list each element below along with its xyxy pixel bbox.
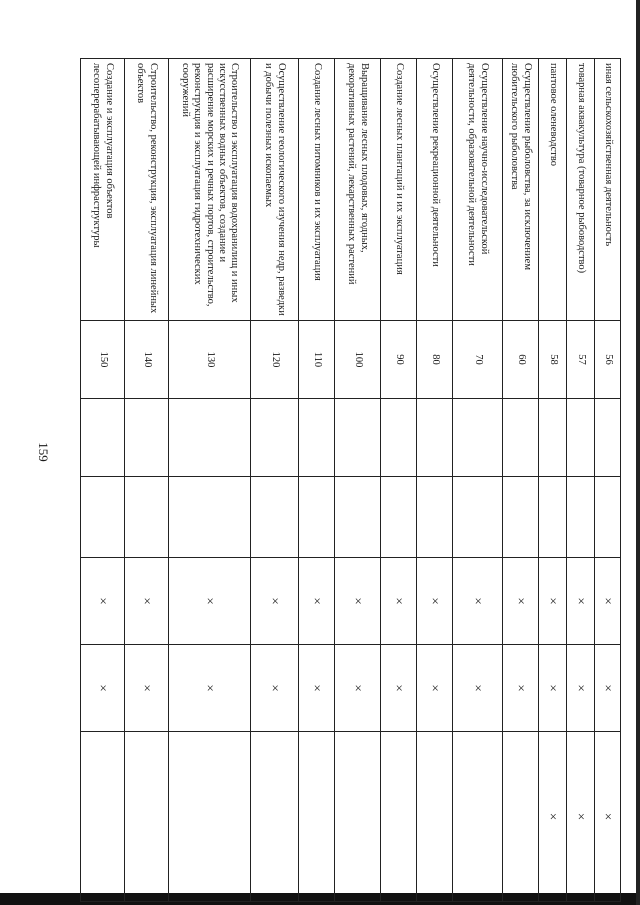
cell-col3: × bbox=[453, 558, 503, 645]
cell-col4: × bbox=[299, 645, 335, 732]
cell-col4: × bbox=[251, 645, 299, 732]
activity-code: 130 bbox=[169, 321, 251, 399]
activity-code: 80 bbox=[417, 321, 453, 399]
table-row bbox=[453, 59, 503, 902]
cell-col2 bbox=[453, 477, 503, 558]
activity-name: иная сельскохозяйственная деятельность bbox=[595, 59, 621, 321]
cell-col1 bbox=[125, 399, 169, 477]
cell-col3: × bbox=[299, 558, 335, 645]
activity-name: Создание лесных питомников и их эксплуатация bbox=[299, 59, 335, 321]
activity-name: пантовое оленеводство bbox=[539, 59, 567, 321]
cell-col5 bbox=[169, 732, 251, 902]
cell-col3: × bbox=[381, 558, 417, 645]
rotated-table-wrapper bbox=[81, 58, 621, 901]
cell-col5 bbox=[125, 732, 169, 902]
activity-name: Осуществление геологического изучения недр, разведки и добычи полезных ископаемых bbox=[251, 59, 299, 321]
cell-col3: × bbox=[125, 558, 169, 645]
cell-col5 bbox=[503, 732, 539, 902]
cell-col2 bbox=[539, 477, 567, 558]
activity-code: 120 bbox=[251, 321, 299, 399]
cell-col4: × bbox=[453, 645, 503, 732]
activity-name: Создание и эксплуатация объектов лесоперерабатывающей инфраструктуры bbox=[81, 59, 125, 321]
cell-col1 bbox=[381, 399, 417, 477]
cell-col4: × bbox=[503, 645, 539, 732]
cell-col5 bbox=[299, 732, 335, 902]
table-body bbox=[81, 59, 621, 902]
cell-col2 bbox=[381, 477, 417, 558]
table-row bbox=[81, 59, 125, 902]
table-row bbox=[503, 59, 539, 902]
activity-code: 57 bbox=[567, 321, 595, 399]
activity-name: Осуществление рекреационной деятельности bbox=[417, 59, 453, 321]
cell-col5: × bbox=[595, 732, 621, 902]
activity-code: 90 bbox=[381, 321, 417, 399]
activity-name: Осуществление научно-исследовательской деятельности, образовательной деятельности bbox=[453, 59, 503, 321]
table-row bbox=[299, 59, 335, 902]
table-row bbox=[251, 59, 299, 902]
cell-col1 bbox=[169, 399, 251, 477]
table-row bbox=[381, 59, 417, 902]
cell-col4: × bbox=[125, 645, 169, 732]
cell-col5 bbox=[417, 732, 453, 902]
activity-code: 140 bbox=[125, 321, 169, 399]
activity-code: 56 bbox=[595, 321, 621, 399]
table-row bbox=[335, 59, 381, 902]
cell-col2 bbox=[503, 477, 539, 558]
table-row bbox=[595, 59, 621, 902]
cell-col4: × bbox=[381, 645, 417, 732]
scan-edge-right bbox=[636, 0, 640, 905]
cell-col2 bbox=[169, 477, 251, 558]
activity-name: Создание лесных плантаций и их эксплуатация bbox=[381, 59, 417, 321]
cell-col5 bbox=[81, 732, 125, 902]
cell-col1 bbox=[335, 399, 381, 477]
activity-name: Строительство, реконструкция, эксплуатация линейных объектов bbox=[125, 59, 169, 321]
activity-code: 100 bbox=[335, 321, 381, 399]
cell-col2 bbox=[125, 477, 169, 558]
cell-col3: × bbox=[335, 558, 381, 645]
cell-col4: × bbox=[417, 645, 453, 732]
land-use-table bbox=[80, 58, 621, 902]
cell-col1 bbox=[567, 399, 595, 477]
table-row bbox=[567, 59, 595, 902]
cell-col1 bbox=[539, 399, 567, 477]
cell-col5 bbox=[251, 732, 299, 902]
cell-col3: × bbox=[595, 558, 621, 645]
page-number: 159 bbox=[36, 442, 51, 462]
cell-col2 bbox=[567, 477, 595, 558]
cell-col1 bbox=[251, 399, 299, 477]
cell-col5 bbox=[453, 732, 503, 902]
table-row bbox=[417, 59, 453, 902]
activity-code: 110 bbox=[299, 321, 335, 399]
cell-col4: × bbox=[567, 645, 595, 732]
cell-col4: × bbox=[335, 645, 381, 732]
cell-col4: × bbox=[81, 645, 125, 732]
cell-col3: × bbox=[251, 558, 299, 645]
activity-code: 60 bbox=[503, 321, 539, 399]
cell-col4: × bbox=[595, 645, 621, 732]
cell-col5: × bbox=[539, 732, 567, 902]
cell-col2 bbox=[417, 477, 453, 558]
table-row bbox=[125, 59, 169, 902]
activity-code: 70 bbox=[453, 321, 503, 399]
activity-name: Осуществление рыболовства, за исключением любительского рыболовства bbox=[503, 59, 539, 321]
cell-col3: × bbox=[567, 558, 595, 645]
cell-col2 bbox=[81, 477, 125, 558]
cell-col1 bbox=[503, 399, 539, 477]
cell-col4: × bbox=[169, 645, 251, 732]
cell-col2 bbox=[299, 477, 335, 558]
cell-col5 bbox=[335, 732, 381, 902]
activity-name: товарная аквакультура (товарное рыбоводство) bbox=[567, 59, 595, 321]
cell-col2 bbox=[595, 477, 621, 558]
cell-col2 bbox=[335, 477, 381, 558]
activity-name: Строительство и эксплуатация водохранилищ и иных искусственных водных объектов, создание и расширение морских и речных портов, строительство, реконструкция и эксплуатация гидротехнических сооружений bbox=[169, 59, 251, 321]
cell-col3: × bbox=[169, 558, 251, 645]
cell-col1 bbox=[595, 399, 621, 477]
table-row bbox=[539, 59, 567, 902]
cell-col1 bbox=[453, 399, 503, 477]
cell-col5 bbox=[381, 732, 417, 902]
cell-col5: × bbox=[567, 732, 595, 902]
activity-name: Выращивание лесных плодовых, ягодных, декоративных растений, лекарственных растений bbox=[335, 59, 381, 321]
cell-col1 bbox=[299, 399, 335, 477]
cell-col1 bbox=[81, 399, 125, 477]
activity-code: 150 bbox=[81, 321, 125, 399]
cell-col4: × bbox=[539, 645, 567, 732]
cell-col3: × bbox=[539, 558, 567, 645]
cell-col3: × bbox=[417, 558, 453, 645]
cell-col2 bbox=[251, 477, 299, 558]
cell-col3: × bbox=[81, 558, 125, 645]
table-row bbox=[169, 59, 251, 902]
cell-col3: × bbox=[503, 558, 539, 645]
activity-code: 58 bbox=[539, 321, 567, 399]
cell-col1 bbox=[417, 399, 453, 477]
